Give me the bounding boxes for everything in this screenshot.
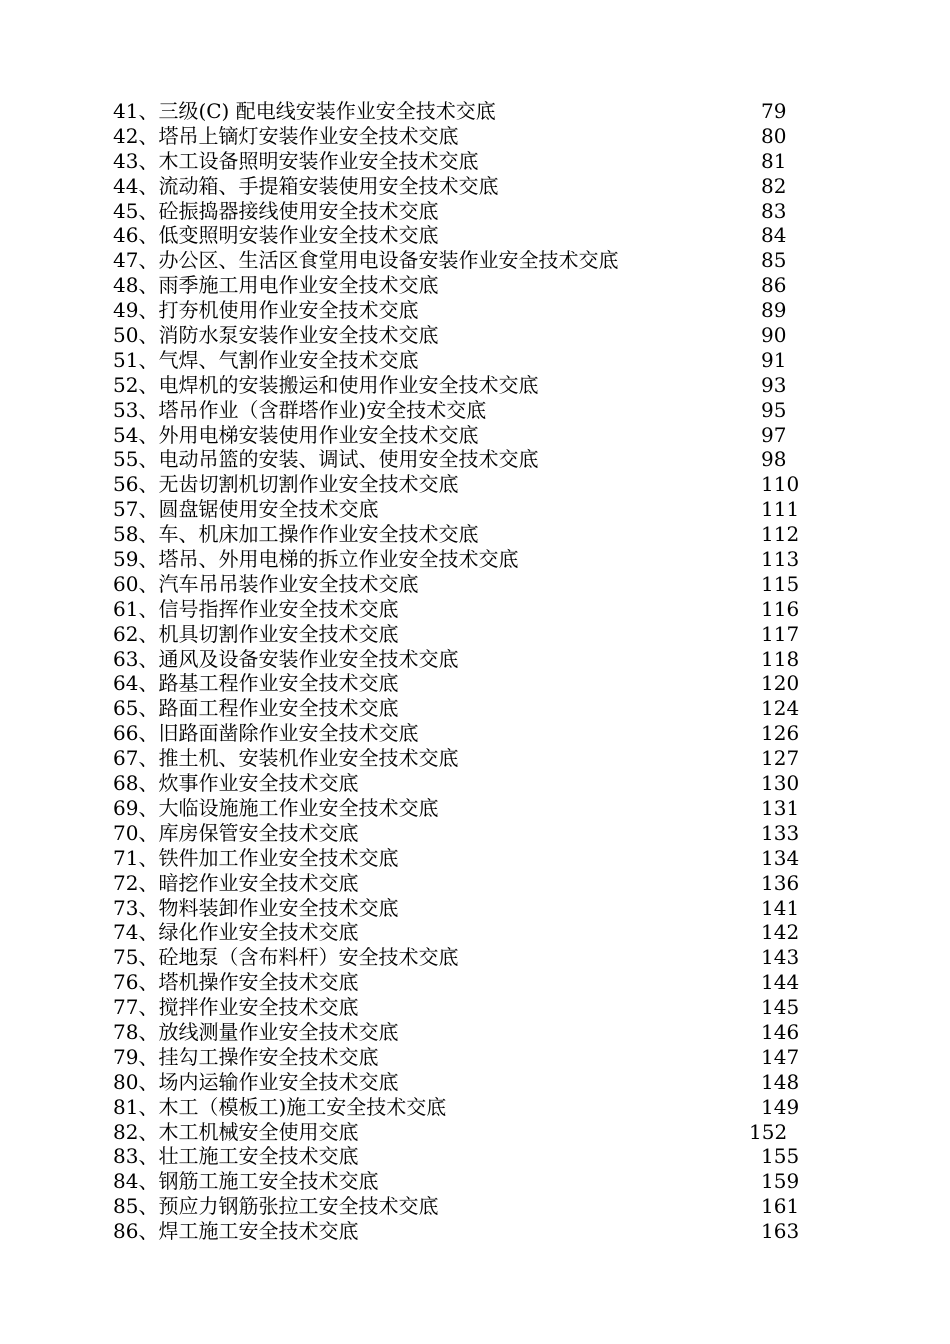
toc-entry-page-number: 84 bbox=[761, 223, 787, 248]
toc-entry-title: 59、塔吊、外用电梯的拆立作业安全技术交底 bbox=[113, 547, 519, 572]
toc-entry bbox=[113, 447, 813, 472]
toc-entry-title: 86、焊工施工安全技术交底 bbox=[113, 1219, 359, 1244]
toc-entry bbox=[113, 398, 813, 423]
toc-entry-title: 58、车、机床加工操作作业安全技术交底 bbox=[113, 522, 479, 547]
toc-entry bbox=[113, 746, 813, 771]
toc-entry-page-number: 133 bbox=[761, 820, 800, 845]
toc-entry-page-number: 111 bbox=[761, 497, 800, 522]
toc-entry-page-number: 86 bbox=[761, 273, 787, 298]
toc-entry-title: 55、电动吊篮的安装、调试、使用安全技术交底 bbox=[113, 447, 539, 472]
table-of-contents bbox=[113, 99, 813, 1244]
toc-entry-page-number: 117 bbox=[761, 621, 800, 646]
toc-entry-title: 48、雨季施工用电作业安全技术交底 bbox=[113, 273, 439, 298]
toc-entry-title: 62、机具切割作业安全技术交底 bbox=[113, 621, 399, 646]
toc-entry-title: 85、预应力钢筋张拉工安全技术交底 bbox=[113, 1194, 439, 1219]
toc-entry-page-number: 85 bbox=[761, 248, 787, 273]
toc-entry bbox=[113, 323, 813, 348]
toc-entry bbox=[113, 1120, 813, 1145]
toc-entry bbox=[113, 298, 813, 323]
toc-entry bbox=[113, 248, 813, 273]
toc-entry-page-number: 149 bbox=[761, 1094, 800, 1119]
toc-entry bbox=[113, 223, 813, 248]
toc-entry-title: 67、推土机、安装机作业安全技术交底 bbox=[113, 746, 459, 771]
toc-entry bbox=[113, 373, 813, 398]
toc-entry-title: 79、挂勾工操作安全技术交底 bbox=[113, 1044, 379, 1069]
toc-entry-page-number: 80 bbox=[761, 123, 787, 148]
toc-entry-page-number: 95 bbox=[761, 397, 787, 422]
toc-entry bbox=[113, 572, 813, 597]
toc-entry-title: 64、路基工程作业安全技术交底 bbox=[113, 671, 399, 696]
toc-entry-title: 56、无齿切割机切割作业安全技术交底 bbox=[113, 472, 459, 497]
toc-entry-title: 72、暗挖作业安全技术交底 bbox=[113, 870, 359, 895]
toc-entry-title: 83、壮工施工安全技术交底 bbox=[113, 1144, 359, 1169]
toc-entry-page-number: 131 bbox=[761, 795, 800, 820]
toc-entry bbox=[113, 647, 813, 672]
toc-entry-page-number: 113 bbox=[761, 547, 800, 572]
toc-entry-page-number: 118 bbox=[761, 646, 800, 671]
toc-entry-page-number: 90 bbox=[761, 323, 787, 348]
toc-entry-page-number: 136 bbox=[761, 870, 800, 895]
toc-entry-title: 60、汽车吊吊装作业安全技术交底 bbox=[113, 571, 419, 596]
toc-entry-title: 80、场内运输作业安全技术交底 bbox=[113, 1069, 399, 1094]
toc-entry-title: 61、信号指挥作业安全技术交底 bbox=[113, 596, 399, 621]
toc-entry-title: 70、库房保管安全技术交底 bbox=[113, 820, 359, 845]
toc-entry-page-number: 116 bbox=[761, 596, 800, 621]
toc-entry-title: 50、消防水泵安装作业安全技术交底 bbox=[113, 323, 439, 348]
toc-entry bbox=[113, 995, 813, 1020]
toc-entry bbox=[113, 124, 813, 149]
toc-entry bbox=[113, 622, 813, 647]
toc-entry-page-number: 83 bbox=[761, 198, 787, 223]
toc-entry bbox=[113, 1020, 813, 1045]
toc-entry-page-number: 112 bbox=[761, 522, 800, 547]
toc-entry bbox=[113, 896, 813, 921]
toc-entry-title: 54、外用电梯安装使用作业安全技术交底 bbox=[113, 422, 479, 447]
toc-entry-page-number: 81 bbox=[761, 148, 787, 173]
toc-entry bbox=[113, 597, 813, 622]
toc-entry-title: 57、圆盘锯使用安全技术交底 bbox=[113, 497, 379, 522]
toc-entry-page-number: 130 bbox=[761, 771, 800, 796]
toc-entry bbox=[113, 472, 813, 497]
toc-entry-title: 43、木工设备照明安装作业安全技术交底 bbox=[113, 148, 479, 173]
toc-entry-page-number: 91 bbox=[761, 347, 787, 372]
toc-entry bbox=[113, 99, 813, 124]
toc-entry-title: 75、砼地泵（含布料杆）安全技术交底 bbox=[113, 945, 459, 970]
toc-entry bbox=[113, 1219, 813, 1244]
toc-entry-page-number: 141 bbox=[761, 895, 800, 920]
toc-entry bbox=[113, 945, 813, 970]
toc-entry-title: 81、木工（模板工)施工安全技术交底 bbox=[113, 1094, 447, 1119]
toc-entry-page-number: 110 bbox=[761, 472, 800, 497]
toc-entry-title: 47、办公区、生活区食堂用电设备安装作业安全技术交底 bbox=[113, 248, 619, 273]
toc-entry bbox=[113, 348, 813, 373]
toc-entry-page-number: 163 bbox=[761, 1219, 800, 1244]
toc-entry-title: 63、通风及设备安装作业安全技术交底 bbox=[113, 646, 459, 671]
toc-entry-title: 42、塔吊上镝灯安装作业安全技术交底 bbox=[113, 123, 459, 148]
toc-entry-title: 44、流动箱、手提箱安装使用安全技术交底 bbox=[113, 173, 499, 198]
toc-entry bbox=[113, 846, 813, 871]
toc-entry bbox=[113, 273, 813, 298]
toc-entry-title: 41、三级(C) 配电线安装作业安全技术交底 bbox=[113, 99, 496, 123]
toc-entry-page-number: 147 bbox=[761, 1044, 800, 1069]
toc-entry-page-number: 155 bbox=[761, 1144, 800, 1169]
toc-entry bbox=[113, 796, 813, 821]
toc-entry bbox=[113, 174, 813, 199]
toc-entry-title: 46、低变照明安装作业安全技术交底 bbox=[113, 223, 439, 248]
toc-entry-page-number: 145 bbox=[761, 995, 800, 1020]
toc-entry bbox=[113, 1194, 813, 1219]
toc-entry-title: 71、铁件加工作业安全技术交底 bbox=[113, 845, 399, 870]
toc-entry-page-number: 79 bbox=[761, 99, 787, 123]
toc-entry-title: 53、塔吊作业（含群塔作业)安全技术交底 bbox=[113, 397, 487, 422]
toc-entry bbox=[113, 920, 813, 945]
toc-entry-title: 74、绿化作业安全技术交底 bbox=[113, 920, 359, 945]
toc-entry bbox=[113, 497, 813, 522]
toc-entry-title: 65、路面工程作业安全技术交底 bbox=[113, 696, 399, 721]
toc-entry-title: 78、放线测量作业安全技术交底 bbox=[113, 1019, 399, 1044]
toc-entry-page-number: 142 bbox=[761, 920, 800, 945]
toc-entry-title: 82、木工机械安全使用交底 bbox=[113, 1119, 359, 1144]
toc-entry-page-number: 115 bbox=[761, 571, 800, 596]
toc-entry-title: 77、搅拌作业安全技术交底 bbox=[113, 995, 359, 1020]
toc-entry-page-number: 124 bbox=[761, 696, 800, 721]
toc-entry-page-number: 97 bbox=[761, 422, 787, 447]
toc-entry-title: 45、砼振捣器接线使用安全技术交底 bbox=[113, 198, 439, 223]
toc-entry bbox=[113, 970, 813, 995]
toc-entry bbox=[113, 522, 813, 547]
toc-entry-title: 76、塔机操作安全技术交底 bbox=[113, 970, 359, 995]
toc-entry bbox=[113, 1045, 813, 1070]
toc-entry bbox=[113, 1169, 813, 1194]
toc-entry-title: 49、打夯机使用作业安全技术交底 bbox=[113, 298, 419, 323]
toc-entry bbox=[113, 821, 813, 846]
toc-entry-title: 66、旧路面凿除作业安全技术交底 bbox=[113, 721, 419, 746]
toc-entry-title: 51、气焊、气割作业安全技术交底 bbox=[113, 347, 419, 372]
toc-entry bbox=[113, 671, 813, 696]
toc-entry-title: 68、炊事作业安全技术交底 bbox=[113, 771, 359, 796]
toc-entry bbox=[113, 199, 813, 224]
toc-entry-page-number: 127 bbox=[761, 746, 800, 771]
toc-entry-title: 84、钢筋工施工安全技术交底 bbox=[113, 1169, 379, 1194]
toc-entry bbox=[113, 1144, 813, 1169]
toc-entry bbox=[113, 771, 813, 796]
toc-entry-title: 52、电焊机的安装搬运和使用作业安全技术交底 bbox=[113, 372, 539, 397]
toc-entry bbox=[113, 547, 813, 572]
toc-entry-page-number: 89 bbox=[761, 298, 787, 323]
toc-entry-page-number: 152 bbox=[749, 1119, 788, 1144]
toc-entry bbox=[113, 149, 813, 174]
toc-entry-page-number: 98 bbox=[761, 447, 787, 472]
toc-entry-title: 73、物料装卸作业安全技术交底 bbox=[113, 895, 399, 920]
toc-entry bbox=[113, 423, 813, 448]
toc-entry-page-number: 82 bbox=[761, 173, 787, 198]
toc-entry-page-number: 93 bbox=[761, 372, 787, 397]
toc-entry bbox=[113, 696, 813, 721]
toc-entry bbox=[113, 1070, 813, 1095]
toc-entry-page-number: 161 bbox=[761, 1194, 800, 1219]
toc-entry-page-number: 148 bbox=[761, 1069, 800, 1094]
toc-entry bbox=[113, 1095, 813, 1120]
toc-entry-page-number: 159 bbox=[761, 1169, 800, 1194]
toc-entry bbox=[113, 721, 813, 746]
toc-entry-title: 69、大临设施施工作业安全技术交底 bbox=[113, 795, 439, 820]
toc-entry-page-number: 126 bbox=[761, 721, 800, 746]
toc-entry-page-number: 144 bbox=[761, 970, 800, 995]
toc-entry-page-number: 146 bbox=[761, 1019, 800, 1044]
toc-entry-page-number: 143 bbox=[761, 945, 800, 970]
toc-entry-page-number: 134 bbox=[761, 845, 800, 870]
toc-entry bbox=[113, 871, 813, 896]
toc-entry-page-number: 120 bbox=[761, 671, 800, 696]
